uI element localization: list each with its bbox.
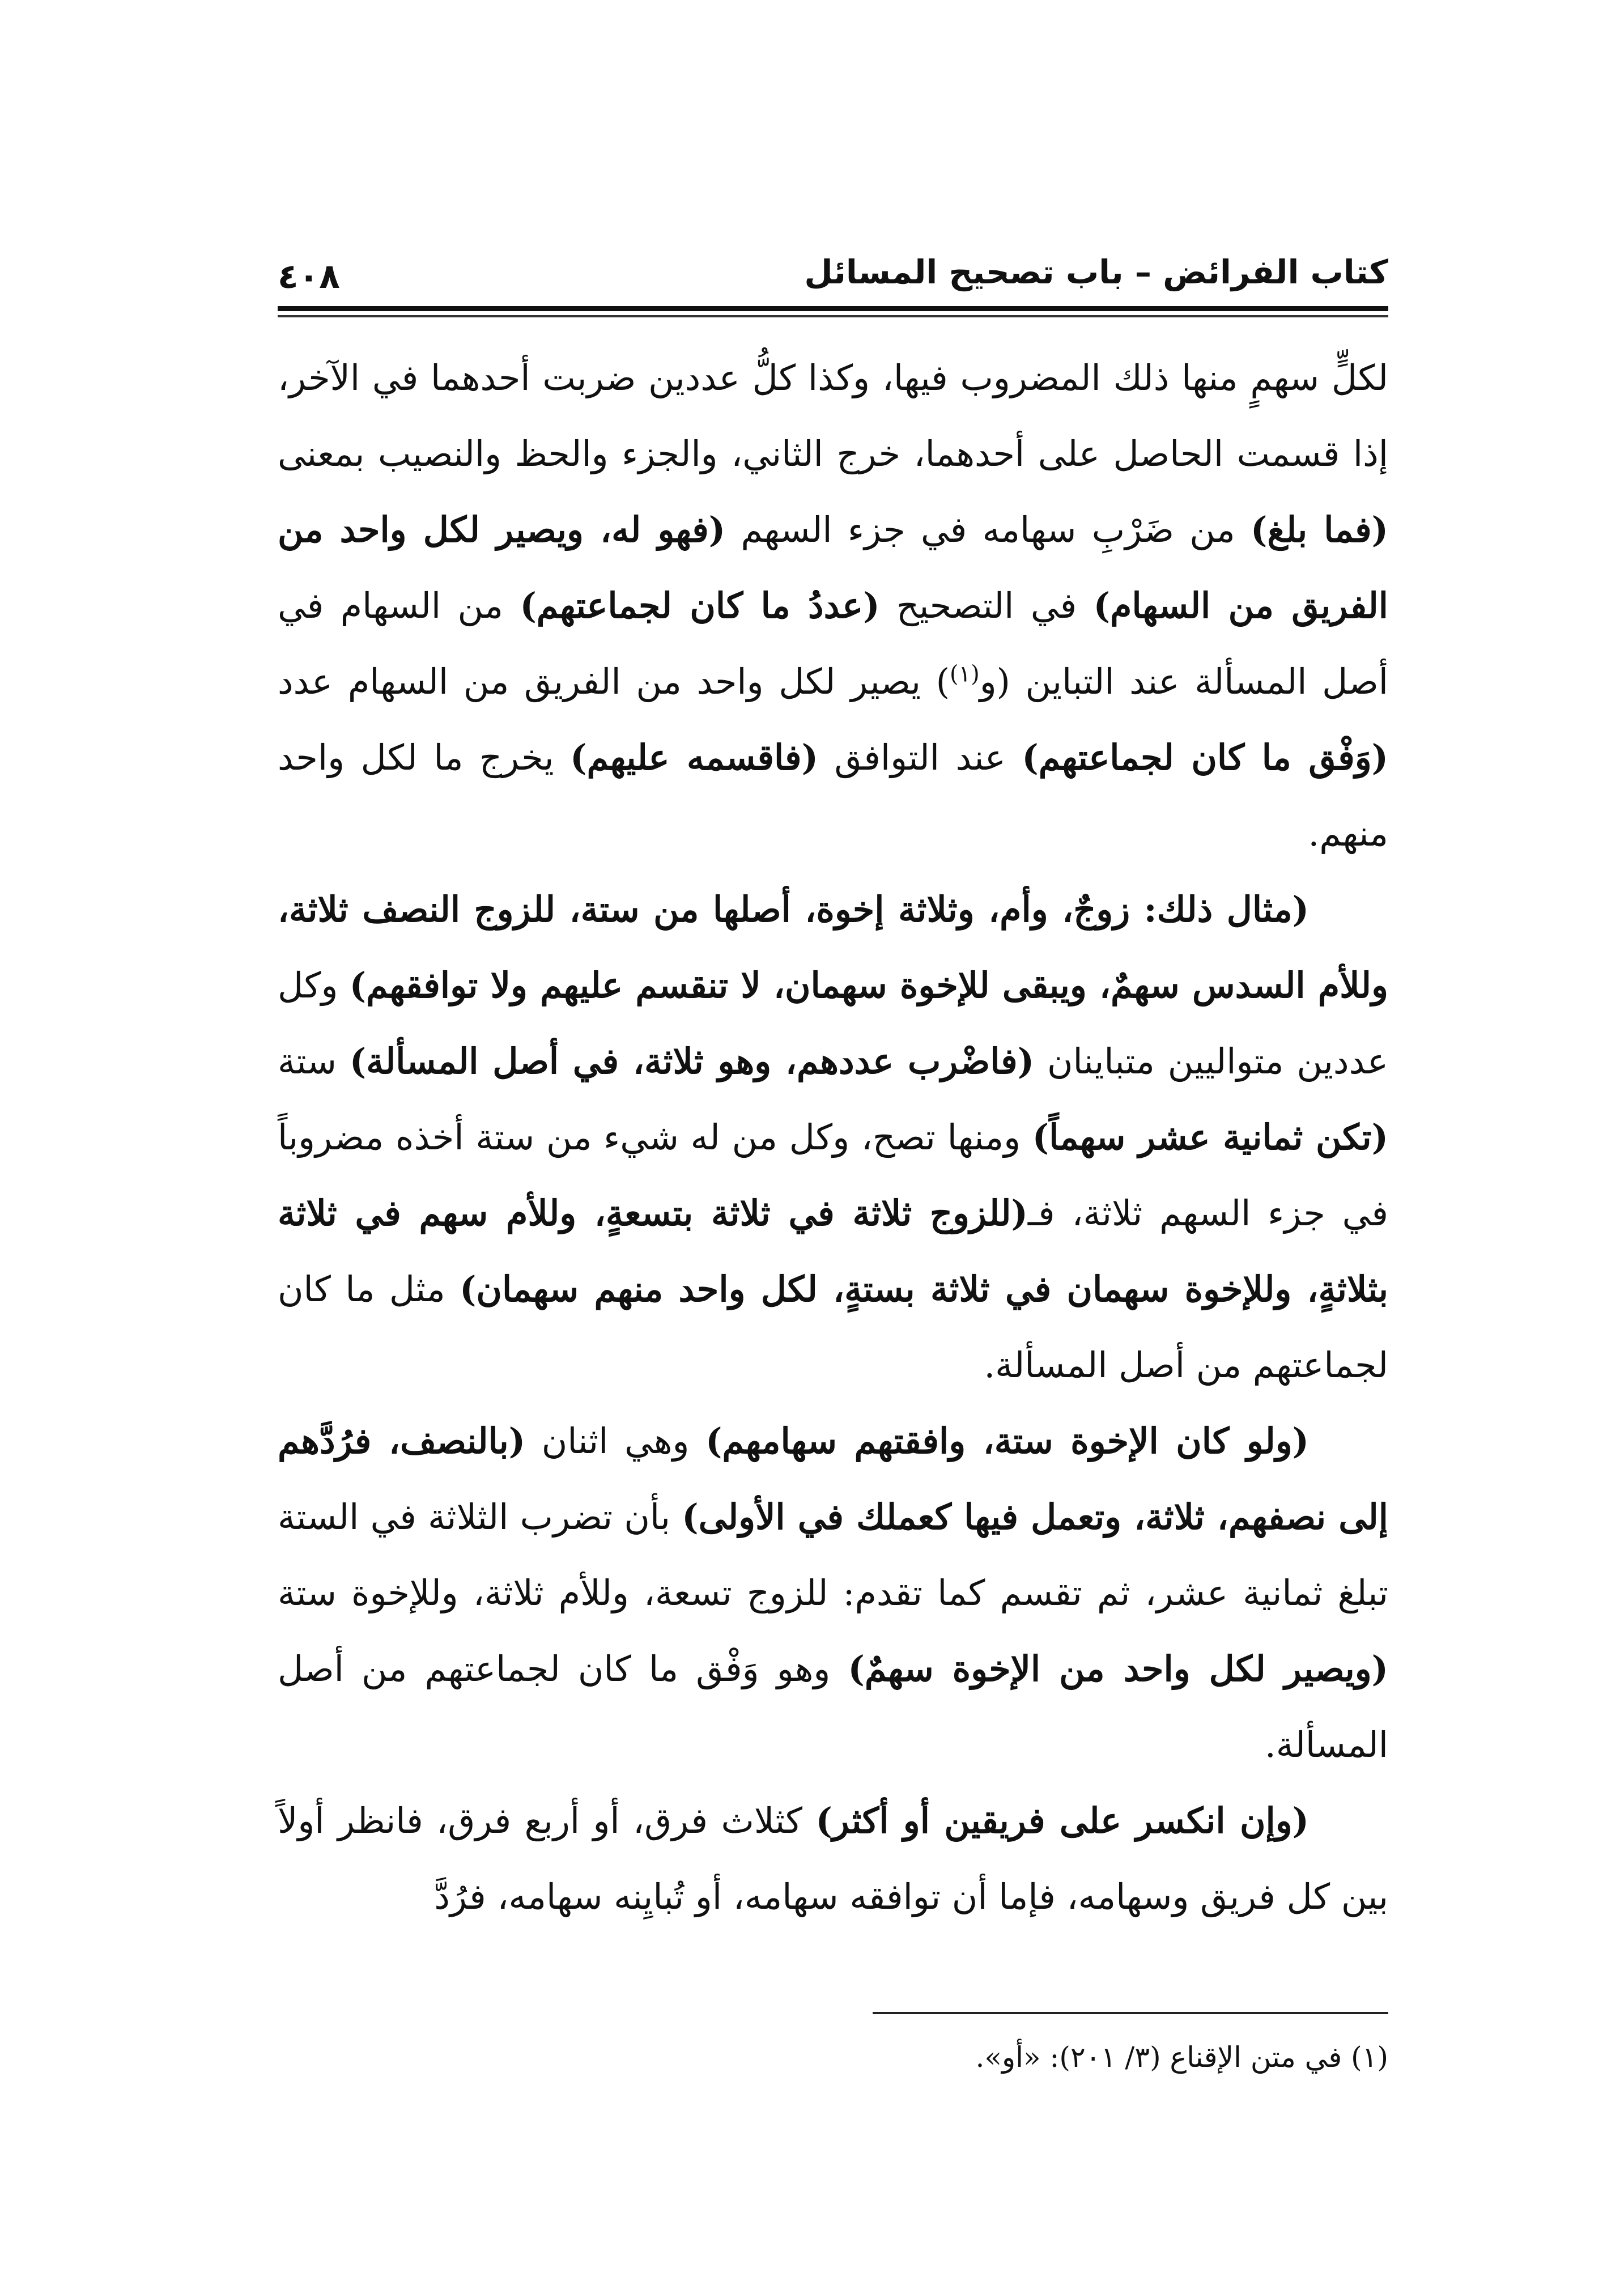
text-span: في التصحيح xyxy=(879,585,1094,626)
bold-span: (ويصير لكل واحد من الإخوة سهمٌ) xyxy=(848,1648,1388,1689)
header-rule-thin xyxy=(278,315,1388,317)
text-span: كثلاث فرق، أو أربع فرق، فانظر أولاً بين كل فريق وسهامه، فإما أن توافقه سهامه، أو تُبايِنه سهامه، فرُدَّ xyxy=(278,1800,1388,1917)
paragraph-4 xyxy=(278,1783,1388,1935)
text-span: ) يصير لكل واحد من الفريق من السهام عدد xyxy=(278,661,950,702)
bold-span: (فهو له، ويصير لكل واحد من الفريق من السهام) xyxy=(278,509,1388,626)
bold-span: (بالنصف، فرُدَّهم إلى نصفهم، ثلاثة، وتعمل فيها كعملك في الأولى) xyxy=(278,1420,1388,1538)
text-span: وهو وَفْق ما كان لجماعتهم من أصل المسألة. xyxy=(278,1648,1388,1765)
bold-span: (تكن ثمانية عشر سهماً) xyxy=(1032,1116,1388,1158)
header-rule xyxy=(278,306,1388,311)
bold-span: (ولو كان الإخوة ستة، وافقتهم سهامهم) xyxy=(705,1420,1309,1462)
paragraph-1 xyxy=(278,340,1388,872)
bold-span: (للزوج ثلاثة في ثلاثة بتسعةٍ، وللأم سهم في ثلاثة بثلاثةٍ، وللإخوة سهمان في ثلاثة بستةٍ، لكل واحد منهم سهمان) xyxy=(278,1192,1389,1310)
text-span: يخرج ما لكل واحد منهم. xyxy=(278,737,1388,854)
text-span: وكل عددين متواليين متباينان xyxy=(278,965,1388,1082)
text-span: مثل ما كان لجماعتهم من أصل المسألة. xyxy=(278,1268,1388,1386)
paragraph-3 xyxy=(278,1403,1388,1783)
bold-span: (فما بلغ) xyxy=(1250,509,1388,550)
text-span: من السهام في أصل المسألة عند التباين xyxy=(278,585,1388,702)
page-header xyxy=(278,249,1388,295)
footnote-reference[interactable]: (١) xyxy=(949,661,980,687)
bold-span: (عددُ ما كان لجماعتهم) xyxy=(520,585,880,626)
bold-span: (فاقسمه عليهم) xyxy=(570,737,818,778)
text-span: (و xyxy=(979,661,1010,702)
page-number: ٤٠٨ xyxy=(278,257,340,296)
bold-span: (وإن انكسر على فريقين أو أكثر) xyxy=(815,1800,1309,1841)
footnote: (١) في متن الإقناع (٣/ ٢٠١): «أو». xyxy=(975,2041,1388,2074)
footnote-rule xyxy=(873,2012,1388,2014)
bold-span: (فاضْرب عددهم، وهو ثلاثة، في أصل المسألة) xyxy=(349,1041,1035,1082)
text-span: عند التوافق xyxy=(818,737,1022,778)
text-span: لكلٍّ سهمٍ منها ذلك المضروب فيها، وكذا كلُّ عددين ضربت أحدهما في الآخر، إذا قسمت الحاصل على أحدهما، خرج الثاني، والجزء والحظ والنصيب بمعنى xyxy=(278,357,1388,474)
text-span: بأن تضرب الثلاثة في الستة تبلغ ثمانية عشر، ثم تقسم كما تقدم: للزوج تسعة، وللأم ثلاثة، وللإخوة ستة xyxy=(278,1496,1388,1613)
bold-span: (مثال ذلك: زوجٌ، وأم، وثلاثة إخوة، أصلها من ستة، للزوج النصف ثلاثة، وللأم السدس سهمٌ، ويبقى للإخوة سهمان، لا تنقسم عليهم ولا توافقهم) xyxy=(278,889,1388,1006)
text-span: ستة xyxy=(278,1041,350,1082)
bold-span: (وَفْق ما كان لجماعتهم) xyxy=(1022,737,1388,778)
paragraph-2 xyxy=(278,872,1388,1403)
text-span: وهي اثنان xyxy=(525,1420,706,1462)
text-span: ومنها تصح، وكل من له شيء من ستة أخذه مضروباً في جزء السهم ثلاثة، فـ xyxy=(278,1116,1388,1234)
text-span: من ضَرْبِ سهامه في جزء السهم xyxy=(725,509,1251,550)
body-text xyxy=(278,340,1388,1935)
running-title: كتاب الفرائض – باب تصحيح المسائل xyxy=(804,253,1388,291)
